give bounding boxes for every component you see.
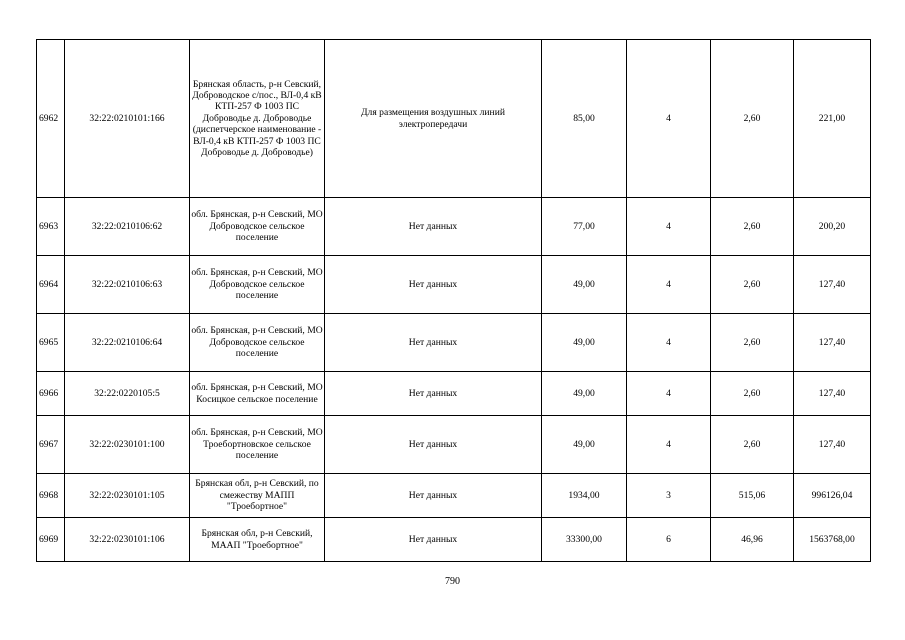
table-row xyxy=(37,518,871,562)
value-cell: 200,20 xyxy=(794,198,871,256)
address-cell: обл. Брянская, р-н Севский, МО Доброводское сельское поселение xyxy=(190,256,325,314)
rate-cell: 515,06 xyxy=(711,474,794,518)
table-row xyxy=(37,474,871,518)
address-cell: Брянская обл, р-н Севский, МААП "Троебортное" xyxy=(190,518,325,562)
address-cell: обл. Брянская, р-н Севский, МО Доброводское сельское поселение xyxy=(190,198,325,256)
rate-cell: 2,60 xyxy=(711,256,794,314)
group-cell: 4 xyxy=(627,198,711,256)
purpose-cell: Нет данных xyxy=(325,372,542,416)
area-cell: 49,00 xyxy=(542,372,627,416)
row-number-cell: 6964 xyxy=(37,256,65,314)
purpose-cell: Нет данных xyxy=(325,198,542,256)
rate-cell: 2,60 xyxy=(711,198,794,256)
purpose-cell: Нет данных xyxy=(325,518,542,562)
group-cell: 4 xyxy=(627,40,711,198)
cadastral-number-cell: 32:22:0230101:100 xyxy=(65,416,190,474)
value-cell: 221,00 xyxy=(794,40,871,198)
address-cell: Брянская обл, р-н Севский, по смежеству МАПП "Троебортное" xyxy=(190,474,325,518)
value-cell: 1563768,00 xyxy=(794,518,871,562)
group-cell: 4 xyxy=(627,314,711,372)
group-cell: 4 xyxy=(627,372,711,416)
area-cell: 49,00 xyxy=(542,256,627,314)
table-row xyxy=(37,198,871,256)
table-body xyxy=(37,40,871,562)
cadastral-number-cell: 32:22:0220105:5 xyxy=(65,372,190,416)
rate-cell: 2,60 xyxy=(711,40,794,198)
group-cell: 3 xyxy=(627,474,711,518)
rate-cell: 2,60 xyxy=(711,314,794,372)
value-cell: 127,40 xyxy=(794,314,871,372)
area-cell: 33300,00 xyxy=(542,518,627,562)
area-cell: 85,00 xyxy=(542,40,627,198)
cadastral-number-cell: 32:22:0210106:63 xyxy=(65,256,190,314)
cadastral-number-cell: 32:22:0230101:106 xyxy=(65,518,190,562)
address-cell: Брянская область, р-н Севский, Доброводское с/пос., ВЛ-0,4 кВ КТП-257 Ф 1003 ПС Доброводье д. Доброводье (диспетчерское наименование - ВЛ-0,4 кВ КТП-257 Ф 1003 ПС Доброводье д. Доброводье) xyxy=(190,40,325,198)
area-cell: 1934,00 xyxy=(542,474,627,518)
page-number: 790 xyxy=(445,576,460,587)
table-row xyxy=(37,314,871,372)
table-row xyxy=(37,372,871,416)
rate-cell: 2,60 xyxy=(711,416,794,474)
purpose-cell: Для размещения воздушных линий электропередачи xyxy=(325,40,542,198)
area-cell: 49,00 xyxy=(542,416,627,474)
value-cell: 996126,04 xyxy=(794,474,871,518)
cadastral-number-cell: 32:22:0210101:166 xyxy=(65,40,190,198)
cadastral-number-cell: 32:22:0210106:62 xyxy=(65,198,190,256)
cadastral-number-cell: 32:22:0210106:64 xyxy=(65,314,190,372)
address-cell: обл. Брянская, р-н Севский, МО Доброводское сельское поселение xyxy=(190,314,325,372)
address-cell: обл. Брянская, р-н Севский, МО Троебортновское сельское поселение xyxy=(190,416,325,474)
address-cell: обл. Брянская, р-н Севский, МО Косицкое сельское поселение xyxy=(190,372,325,416)
land-plots-table xyxy=(36,39,871,562)
purpose-cell: Нет данных xyxy=(325,416,542,474)
row-number-cell: 6968 xyxy=(37,474,65,518)
table-row xyxy=(37,416,871,474)
group-cell: 6 xyxy=(627,518,711,562)
row-number-cell: 6965 xyxy=(37,314,65,372)
table-row xyxy=(37,256,871,314)
table-row xyxy=(37,40,871,198)
group-cell: 4 xyxy=(627,256,711,314)
group-cell: 4 xyxy=(627,416,711,474)
purpose-cell: Нет данных xyxy=(325,314,542,372)
row-number-cell: 6966 xyxy=(37,372,65,416)
cadastral-number-cell: 32:22:0230101:105 xyxy=(65,474,190,518)
value-cell: 127,40 xyxy=(794,256,871,314)
purpose-cell: Нет данных xyxy=(325,474,542,518)
row-number-cell: 6963 xyxy=(37,198,65,256)
row-number-cell: 6967 xyxy=(37,416,65,474)
purpose-cell: Нет данных xyxy=(325,256,542,314)
row-number-cell: 6962 xyxy=(37,40,65,198)
area-cell: 49,00 xyxy=(542,314,627,372)
rate-cell: 46,96 xyxy=(711,518,794,562)
value-cell: 127,40 xyxy=(794,416,871,474)
rate-cell: 2,60 xyxy=(711,372,794,416)
area-cell: 77,00 xyxy=(542,198,627,256)
value-cell: 127,40 xyxy=(794,372,871,416)
row-number-cell: 6969 xyxy=(37,518,65,562)
